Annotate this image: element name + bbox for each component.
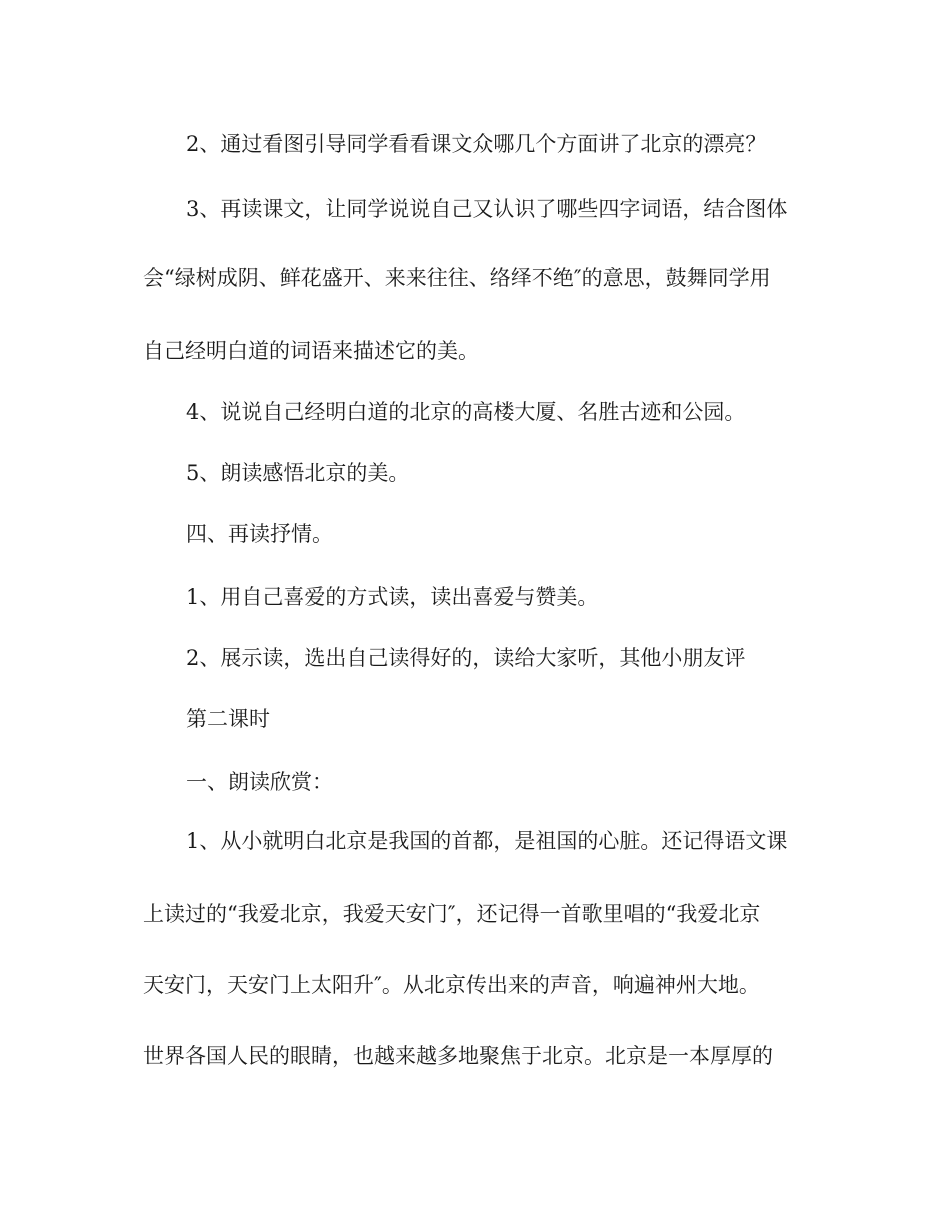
paragraph-line: 1、用自己喜爱的方式读，读出喜爱与赞美。: [186, 585, 599, 609]
paragraph-line: 2、通过看图引导同学看看课文众哪几个方面讲了北京的漂亮？: [186, 132, 767, 156]
paragraph-line: 1、从小就明白北京是我国的首都，是祖国的心脏。还记得语文课: [186, 829, 788, 853]
paragraph-line: 自己经明白道的词语来描述它的美。: [143, 339, 479, 363]
paragraph-line: 天安门，天安门上太阳升″。从北京传出来的声音，响遍神州大地。: [143, 973, 760, 997]
paragraph-line: 5、朗读感悟北京的美。: [186, 461, 410, 485]
paragraph-line: 世界各国人民的眼睛，也越来越多地聚焦于北京。北京是一本厚厚的: [143, 1044, 773, 1068]
paragraph-line: 会“绿树成阴、鲜花盛开、来来往往、络绎不绝″的意思，鼓舞同学用: [143, 266, 771, 290]
section-heading: 四、再读抒情。: [186, 522, 333, 546]
paragraph-line: 上读过的“我爱北京，我爱天安门″，还记得一首歌里唱的“我爱北京: [143, 902, 761, 926]
paragraph-line: 2、展示读，选出自己读得好的，读给大家听，其他小朋友评: [186, 646, 746, 670]
section-heading: 一、朗读欣赏：: [186, 770, 333, 794]
lesson-heading: 第二课时: [186, 707, 270, 731]
paragraph-line: 4、说说自己经明白道的北京的高楼大厦、名胜古迹和公园。: [186, 400, 746, 424]
paragraph-line: 3、再读课文，让同学说说自己又认识了哪些四字词语，结合图体: [186, 197, 788, 221]
